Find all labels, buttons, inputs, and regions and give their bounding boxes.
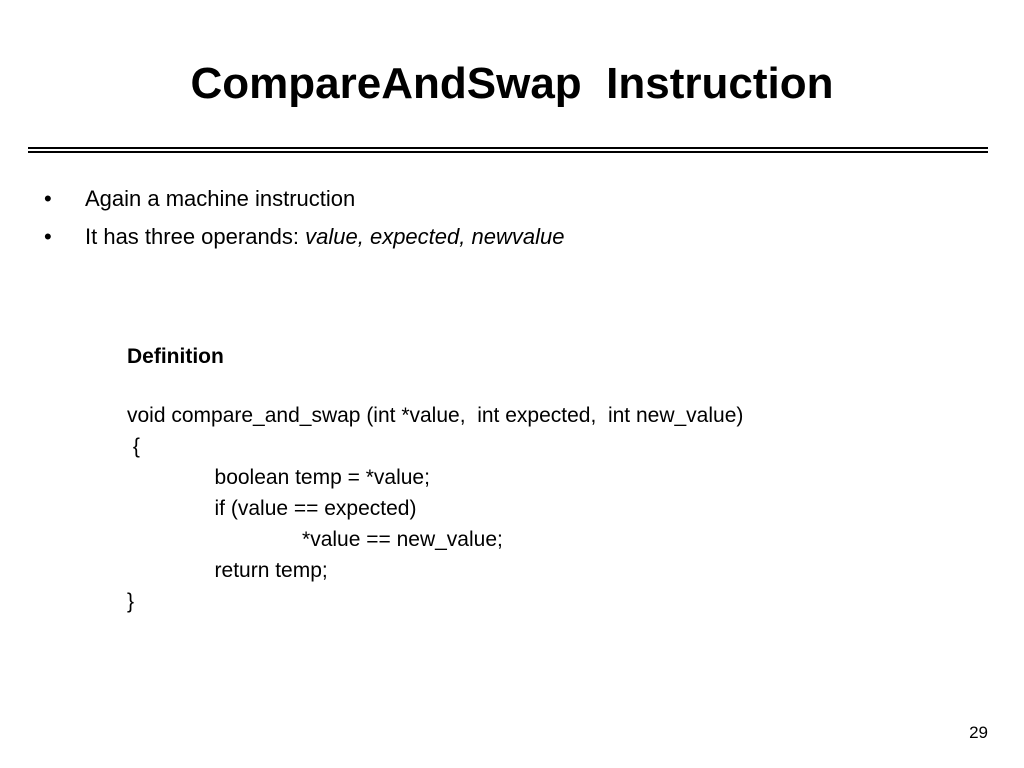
code-line: *value == new_value; bbox=[127, 528, 503, 551]
code-line: if (value == expected) bbox=[127, 497, 417, 520]
slide-title: CompareAndSwap Instruction bbox=[190, 59, 834, 108]
code-line: } bbox=[127, 590, 135, 613]
bullet-emphasis: value, expected, newvalue bbox=[305, 224, 565, 249]
code-line: { bbox=[127, 435, 140, 458]
title-divider-bottom bbox=[28, 151, 988, 153]
page-number: 29 bbox=[969, 723, 988, 742]
bullet-text: It has three operands: bbox=[85, 224, 306, 249]
bullet-marker: • bbox=[44, 224, 52, 249]
bullet-text: Again a machine instruction bbox=[85, 186, 356, 211]
code-block bbox=[127, 400, 743, 617]
code-line: boolean temp = *value; bbox=[127, 466, 430, 489]
bullet-item bbox=[44, 180, 564, 218]
bullet-marker: • bbox=[44, 186, 52, 211]
bullet-item bbox=[44, 218, 564, 256]
code-line: void compare_and_swap (int *value, int expected, int new_value) bbox=[127, 404, 744, 427]
code-line: return temp; bbox=[127, 559, 328, 582]
bullet-list bbox=[44, 180, 564, 256]
definition-heading: Definition bbox=[127, 345, 224, 368]
title-divider-top bbox=[28, 147, 988, 149]
